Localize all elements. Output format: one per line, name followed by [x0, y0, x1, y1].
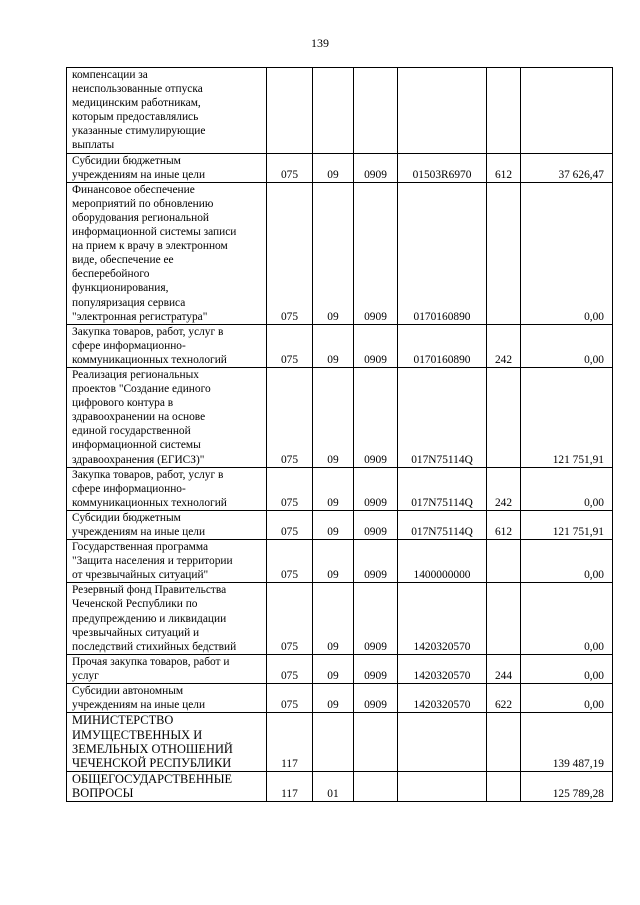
row-ved: 117 — [267, 771, 313, 801]
table-row — [67, 684, 613, 713]
row-csr — [398, 771, 487, 801]
row-name: Реализация региональных проектов "Создание единого цифрового контура в здравоохранении на основе единой государственной информационной системы здравоохранения (ЕГИСЗ)" — [67, 367, 267, 467]
row-ved — [267, 68, 313, 154]
row-name: компенсации за неиспользованные отпуска медицинским работникам, которым предоставлялись указанные стимулирующие выплаты — [67, 68, 267, 154]
table-row — [67, 771, 613, 801]
row-vr: 242 — [487, 324, 521, 367]
row-rz: 09 — [313, 583, 354, 654]
row-sum: 0,00 — [521, 583, 613, 654]
row-ved: 075 — [267, 684, 313, 713]
row-ved: 075 — [267, 467, 313, 510]
table-row — [67, 713, 613, 772]
row-csr: 1400000000 — [398, 540, 487, 583]
row-name: Закупка товаров, работ, услуг в сфере информационно- коммуникационных технологий — [67, 467, 267, 510]
row-pr: 0909 — [354, 684, 398, 713]
row-pr — [354, 771, 398, 801]
row-ved: 075 — [267, 182, 313, 324]
row-sum: 139 487,19 — [521, 713, 613, 772]
row-ved: 075 — [267, 540, 313, 583]
row-vr — [487, 182, 521, 324]
row-name: Финансовое обеспечение мероприятий по обновлению оборудования региональной информационной системы записи на прием к врачу в электронном виде, обеспечение ее бесперебойного функционирования, популяризация сервиса "электронная регистратура" — [67, 182, 267, 324]
row-pr: 0909 — [354, 583, 398, 654]
row-rz: 09 — [313, 182, 354, 324]
row-rz — [313, 68, 354, 154]
row-sum: 0,00 — [521, 540, 613, 583]
row-name: Резервный фонд Правительства Чеченской Республики по предупреждению и ликвидации чрезвычайных ситуаций и последствий стихийных бедствий — [67, 583, 267, 654]
row-pr: 0909 — [354, 324, 398, 367]
row-name: Закупка товаров, работ, услуг в сфере информационно- коммуникационных технологий — [67, 324, 267, 367]
row-csr: 01503R6970 — [398, 153, 487, 182]
row-csr — [398, 713, 487, 772]
row-rz: 09 — [313, 540, 354, 583]
row-csr: 017N75114Q — [398, 467, 487, 510]
row-ved: 075 — [267, 583, 313, 654]
row-csr: 1420320570 — [398, 684, 487, 713]
row-name: МИНИСТЕРСТВО ИМУЩЕСТВЕННЫХ И ЗЕМЕЛЬНЫХ ОТНОШЕНИЙ ЧЕЧЕНСКОЙ РЕСПУБЛИКИ — [67, 713, 267, 772]
row-csr: 1420320570 — [398, 654, 487, 683]
row-rz: 09 — [313, 153, 354, 182]
table-row — [67, 367, 613, 467]
table-row — [67, 324, 613, 367]
row-rz: 09 — [313, 324, 354, 367]
row-csr: 1420320570 — [398, 583, 487, 654]
table-row — [67, 467, 613, 510]
row-rz: 09 — [313, 510, 354, 539]
row-vr — [487, 713, 521, 772]
row-csr: 017N75114Q — [398, 367, 487, 467]
row-vr: 612 — [487, 153, 521, 182]
row-ved: 075 — [267, 510, 313, 539]
row-sum: 121 751,91 — [521, 510, 613, 539]
table-row — [67, 583, 613, 654]
row-ved: 075 — [267, 324, 313, 367]
row-vr: 612 — [487, 510, 521, 539]
table-row — [67, 153, 613, 182]
row-csr — [398, 68, 487, 154]
row-vr — [487, 540, 521, 583]
row-sum: 0,00 — [521, 684, 613, 713]
page-number: 139 — [311, 36, 329, 50]
row-vr — [487, 367, 521, 467]
row-csr: 0170160890 — [398, 324, 487, 367]
row-pr: 0909 — [354, 153, 398, 182]
row-csr: 0170160890 — [398, 182, 487, 324]
table-row — [67, 540, 613, 583]
row-sum: 121 751,91 — [521, 367, 613, 467]
row-csr: 017N75114Q — [398, 510, 487, 539]
row-sum: 0,00 — [521, 324, 613, 367]
row-pr: 0909 — [354, 654, 398, 683]
row-pr: 0909 — [354, 540, 398, 583]
row-pr: 0909 — [354, 367, 398, 467]
table-row — [67, 510, 613, 539]
row-name: Субсидии бюджетным учреждениям на иные цели — [67, 510, 267, 539]
row-rz: 09 — [313, 684, 354, 713]
row-ved: 117 — [267, 713, 313, 772]
row-sum: 37 626,47 — [521, 153, 613, 182]
row-pr: 0909 — [354, 182, 398, 324]
row-pr — [354, 713, 398, 772]
row-rz: 09 — [313, 367, 354, 467]
row-sum: 0,00 — [521, 467, 613, 510]
budget-table — [66, 67, 613, 802]
row-ved: 075 — [267, 654, 313, 683]
row-vr: 242 — [487, 467, 521, 510]
row-sum: 125 789,28 — [521, 771, 613, 801]
table-row — [67, 68, 613, 154]
row-rz — [313, 713, 354, 772]
row-vr — [487, 583, 521, 654]
row-pr: 0909 — [354, 467, 398, 510]
row-rz: 01 — [313, 771, 354, 801]
row-name: ОБЩЕГОСУДАРСТВЕННЫЕ ВОПРОСЫ — [67, 771, 267, 801]
row-pr: 0909 — [354, 510, 398, 539]
row-vr — [487, 68, 521, 154]
row-name: Государственная программа "Защита населения и территории от чрезвычайных ситуаций" — [67, 540, 267, 583]
row-name: Прочая закупка товаров, работ и услуг — [67, 654, 267, 683]
row-name: Субсидии бюджетным учреждениям на иные цели — [67, 153, 267, 182]
table-row — [67, 182, 613, 324]
row-rz: 09 — [313, 654, 354, 683]
row-vr: 244 — [487, 654, 521, 683]
row-ved: 075 — [267, 367, 313, 467]
row-vr: 622 — [487, 684, 521, 713]
row-vr — [487, 771, 521, 801]
row-pr — [354, 68, 398, 154]
row-sum: 0,00 — [521, 182, 613, 324]
row-name: Субсидии автономным учреждениям на иные цели — [67, 684, 267, 713]
row-ved: 075 — [267, 153, 313, 182]
row-sum — [521, 68, 613, 154]
table-row — [67, 654, 613, 683]
row-sum: 0,00 — [521, 654, 613, 683]
row-rz: 09 — [313, 467, 354, 510]
